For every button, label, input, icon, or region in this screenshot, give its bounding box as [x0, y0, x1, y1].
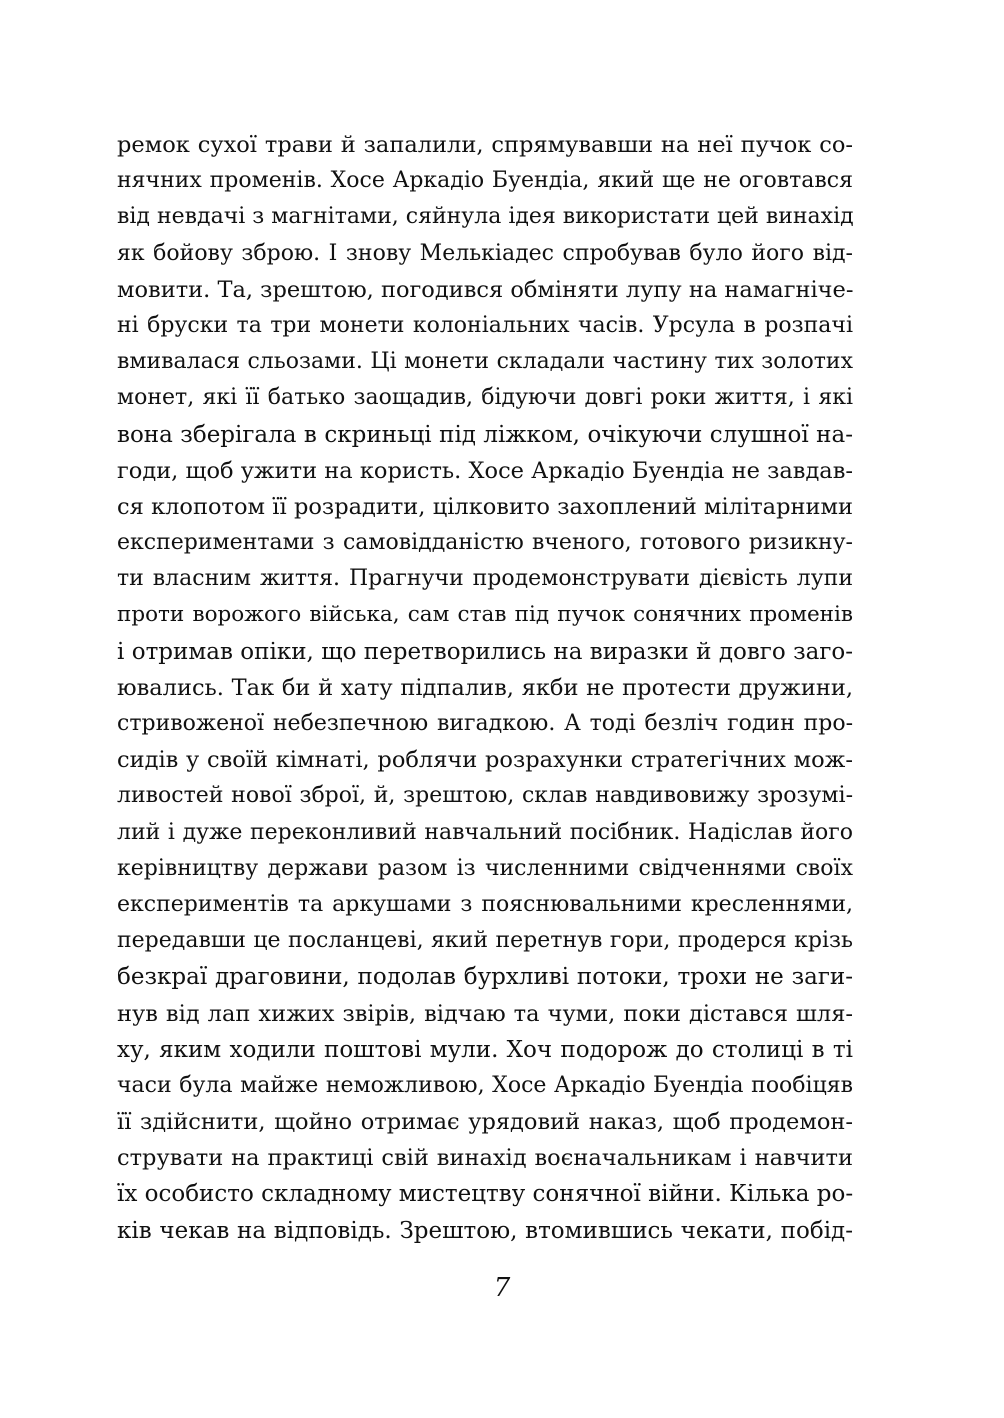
text-line: вона зберігала в скриньці під ліжком, очікуючи слушної на-: [117, 421, 853, 448]
text-line: монет, які її батько заощадив, бідуючи довгі роки життя, і які: [117, 385, 853, 411]
text-line: нячних променів. Хосе Аркадіо Буендіа, який ще не оговтався: [117, 168, 853, 194]
text-line: її здійснити, щойно отримає урядовий наказ, щоб продемон-: [117, 1109, 853, 1136]
text-line: ливостей нової зброї, й, зрештою, склав навдивовижу зрозумі-: [117, 783, 853, 809]
text-line: стривоженої небезпечною вигадкою. А тоді безліч годин про-: [117, 711, 853, 736]
text-line: вмивалася сльозами. Ці монети складали частину тих золотих: [117, 349, 853, 375]
text-line: мовити. Та, зрештою, погодився обміняти лупу на намагніче-: [117, 276, 854, 303]
text-line: експериментів та аркушами з пояснювальними кресленнями,: [117, 891, 853, 917]
text-line: ремок сухої трави й запалили, спрямувавши на неї пучок со-: [117, 132, 853, 158]
text-line: ювались. Так би й хату підпалив, якби не протести дружини,: [117, 674, 853, 701]
text-line: керівництву держави разом із численними свідченнями своїх: [117, 855, 853, 881]
text-line: безкраї драговини, подолав бурхливі потоки, трохи не заги-: [117, 964, 853, 991]
text-line: передавши це посланцеві, який перетнув гори, продерся крізь: [117, 928, 853, 954]
text-line: ся клопотом її розрадити, цілковито захоплений мілітарними: [117, 493, 853, 520]
text-line: лий і дуже переконливий навчальний посібник. Надіслав його: [117, 819, 853, 845]
text-line: годи, щоб ужити на користь. Хосе Аркадіо Буендіа не завдав-: [117, 457, 853, 484]
text-line: як бойову зброю. І знову Мелькіадес спробував було його від-: [117, 240, 853, 266]
text-line: проти ворожого війська, сам став під пучок сонячних променів: [117, 602, 853, 628]
text-line: струвати на практиці свій винахід воєначальникам і навчити: [117, 1145, 853, 1172]
text-line: ху, яким ходили поштові мули. Хоч подорож до столиці в ті: [117, 1036, 853, 1063]
text-line: ти власним життя. Прагнучи продемонструвати дієвість лупи: [117, 566, 853, 592]
text-line: від невдачі з магнітами, сяйнула ідея використати цей винахід: [117, 204, 854, 230]
text-line: нув від лап хижих звірів, відчаю та чуми, поки дістався шля-: [117, 1000, 853, 1027]
text-line: експериментами з самовідданістю вченого, готового ризикну-: [117, 530, 853, 556]
text-line: ків чекав на відповідь. Зрештою, втомившись чекати, побід-: [117, 1217, 853, 1244]
text-line: часи була майже неможливою, Хосе Аркадіо Буендіа пообіцяв: [117, 1072, 853, 1098]
text-line: їх особисто складному мистецтву сонячної війни. Кілька ро-: [117, 1181, 854, 1208]
page-number: 7: [493, 1273, 511, 1303]
text-line: ні бруски та три монети колоніальних часів. Урсула в розпачі: [117, 312, 853, 338]
text-line: сидів у своїй кімнаті, роблячи розрахунки стратегічних мож-: [117, 747, 853, 774]
body-text: [117, 127, 853, 1249]
text-line: і отримав опіки, що перетворились на виразки й довго заго-: [117, 638, 853, 665]
